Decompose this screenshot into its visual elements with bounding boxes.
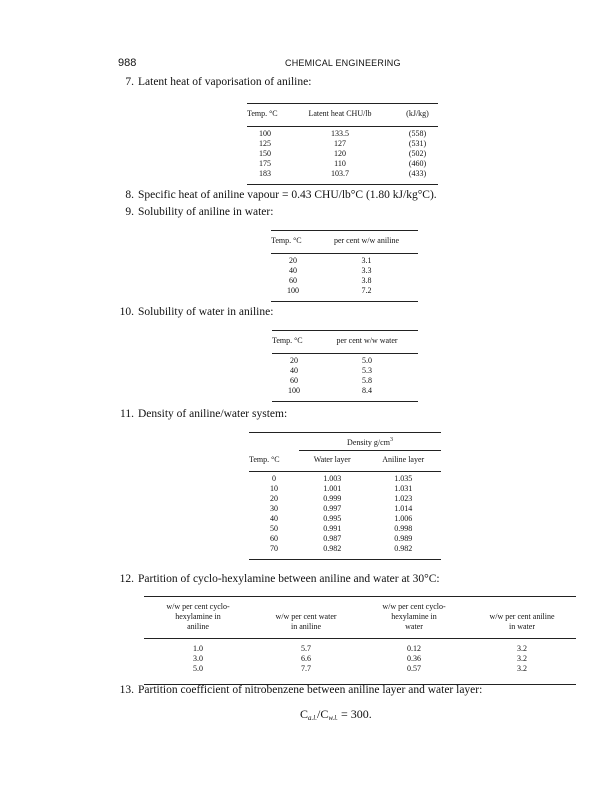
- running-title: CHEMICAL ENGINEERING: [285, 58, 401, 68]
- item-13: [118, 684, 482, 696]
- table-cell: 3.1: [361, 256, 372, 265]
- item-number: 13.: [119, 684, 134, 696]
- item-text: Solubility of aniline in water:: [138, 206, 274, 218]
- col-header: Temp. °C: [249, 454, 280, 464]
- item-number: 10.: [119, 306, 134, 318]
- item-number: 7.: [125, 76, 134, 88]
- table-cell: 100: [259, 129, 271, 138]
- col-header: w/w per cent aniline in water: [489, 612, 555, 631]
- table-cell: 40: [290, 366, 298, 375]
- table-cell: 0: [272, 474, 276, 483]
- table-cell: 0.998: [394, 524, 413, 533]
- item-7: [118, 76, 311, 88]
- table-cell: 1.006: [394, 514, 413, 523]
- partition-coefficient-formula: $C_{a.l.}/C_{w.l.} = 300$.: [300, 707, 372, 722]
- table-cell: 7.7: [301, 664, 311, 673]
- table-cell: 125: [259, 139, 271, 148]
- item-text: Specific heat of aniline vapour = 0.43 CHU/lb°C (1.80 kJ/kg°C).: [138, 189, 437, 201]
- table-cell: 7.2: [361, 286, 372, 295]
- table-cell: 3.2: [517, 654, 527, 663]
- table-cell: 30: [270, 504, 278, 513]
- table-cell: (558): [408, 129, 427, 138]
- table-cell: 20: [270, 494, 278, 503]
- table-cell: 0.36: [407, 654, 421, 663]
- item-text: Partition of cyclo-hexylamine between aniline and water at 30°C:: [138, 573, 440, 585]
- table-cell: 3.2: [517, 664, 527, 673]
- item-number: 9.: [125, 206, 134, 218]
- table-cell: 1.014: [394, 504, 413, 513]
- col-header: Temp. °C: [272, 336, 303, 345]
- table-cell: 175: [259, 159, 271, 168]
- item-9: [118, 206, 273, 218]
- table-cell: 10: [270, 484, 278, 493]
- table-cell: 110: [334, 159, 346, 168]
- item-text: Latent heat of vaporisation of aniline:: [138, 76, 312, 88]
- table-cell: 40: [270, 514, 278, 523]
- table-cell: 0.982: [323, 544, 342, 553]
- item-number: 12.: [119, 573, 134, 585]
- table-cell: 8.4: [362, 386, 372, 395]
- col-header: Temp. °C: [271, 236, 302, 245]
- table-cell: 0.57: [407, 664, 421, 673]
- table-cell: 6.6: [301, 654, 311, 663]
- col-header: Aniline layer: [382, 455, 425, 464]
- col-header: Water layer: [313, 455, 351, 464]
- table-cell: 20: [289, 256, 297, 265]
- table-cell: 1.0: [193, 644, 203, 653]
- table-cell: 5.3: [362, 366, 372, 375]
- table-cell: 5.0: [193, 664, 203, 673]
- table-cell: 3.8: [361, 276, 372, 285]
- table-cell: 60: [290, 376, 298, 385]
- table-cell: 20: [290, 356, 298, 365]
- table-cell: 1.031: [394, 484, 413, 493]
- table-cell: (531): [408, 139, 427, 148]
- table-cell: 103.7: [331, 169, 349, 178]
- table-cell: 100: [287, 286, 299, 295]
- table-cell: 120: [334, 149, 346, 158]
- table-cell: 1.023: [394, 494, 413, 503]
- table-cell: (502): [408, 149, 427, 158]
- table-cell: 1.035: [394, 474, 413, 483]
- table-cell: 0.995: [323, 514, 342, 523]
- table-cell: 127: [334, 139, 346, 148]
- table-cell: 150: [259, 149, 271, 158]
- partition-table: [144, 596, 576, 685]
- aniline-in-water-table: [271, 230, 418, 302]
- table-cell: 0.987: [323, 534, 342, 543]
- col-header: Temp. °C: [247, 109, 278, 118]
- table-cell: 0.991: [323, 524, 342, 533]
- table-cell: 60: [289, 276, 297, 285]
- table-cell: 3.3: [361, 266, 372, 275]
- item-11: [118, 408, 287, 420]
- table-cell: 0.999: [323, 494, 342, 503]
- table-cell: 1.001: [323, 484, 342, 493]
- water-in-aniline-table: [272, 330, 418, 402]
- table-cell: 0.12: [407, 644, 421, 653]
- col-header: w/w per cent cyclo- hexylamine in water: [382, 602, 446, 631]
- item-number: 11.: [120, 408, 134, 420]
- col-header: Latent heat CHU/lb: [308, 109, 372, 118]
- item-text: Solubility of water in aniline:: [138, 306, 274, 318]
- col-header: w/w per cent water in aniline: [275, 612, 337, 631]
- col-group-header: Density $g/cm^3$: [299, 433, 441, 451]
- col-header: (kJ/kg): [406, 109, 429, 118]
- table-cell: 183: [259, 169, 271, 178]
- table-cell: 3.2: [517, 644, 527, 653]
- item-12: [118, 573, 440, 585]
- table-cell: 0.982: [394, 544, 413, 553]
- table-cell: 133.5: [331, 129, 349, 138]
- table-cell: 100: [288, 386, 300, 395]
- table-cell: 0.989: [394, 534, 413, 543]
- table-cell: 70: [270, 544, 278, 553]
- page-number: 988: [118, 57, 137, 69]
- table-cell: 60: [270, 534, 278, 543]
- table-cell: 1.003: [323, 474, 342, 483]
- col-header: per cent w/w water: [336, 336, 398, 345]
- col-header: w/w per cent cyclo- hexylamine in aniline: [166, 602, 230, 631]
- table-cell: (460): [408, 159, 427, 168]
- item-text: Partition coefficient of nitrobenzene between aniline layer and water layer:: [138, 684, 483, 696]
- table-cell: 40: [289, 266, 297, 275]
- table-cell: (433): [408, 169, 427, 178]
- item-10: [118, 306, 273, 318]
- table-cell: 50: [270, 524, 278, 533]
- table-cell: 5.0: [362, 356, 372, 365]
- col-header: per cent w/w aniline: [333, 236, 400, 245]
- item-8: [118, 189, 437, 201]
- table-cell: 3.0: [193, 654, 203, 663]
- table-cell: 5.7: [301, 644, 311, 653]
- density-table: [249, 432, 441, 560]
- item-number: 8.: [125, 189, 134, 201]
- latent-heat-table: [247, 103, 438, 185]
- item-text: Density of aniline/water system:: [138, 408, 288, 420]
- table-cell: 5.8: [362, 376, 372, 385]
- table-cell: 0.997: [323, 504, 342, 513]
